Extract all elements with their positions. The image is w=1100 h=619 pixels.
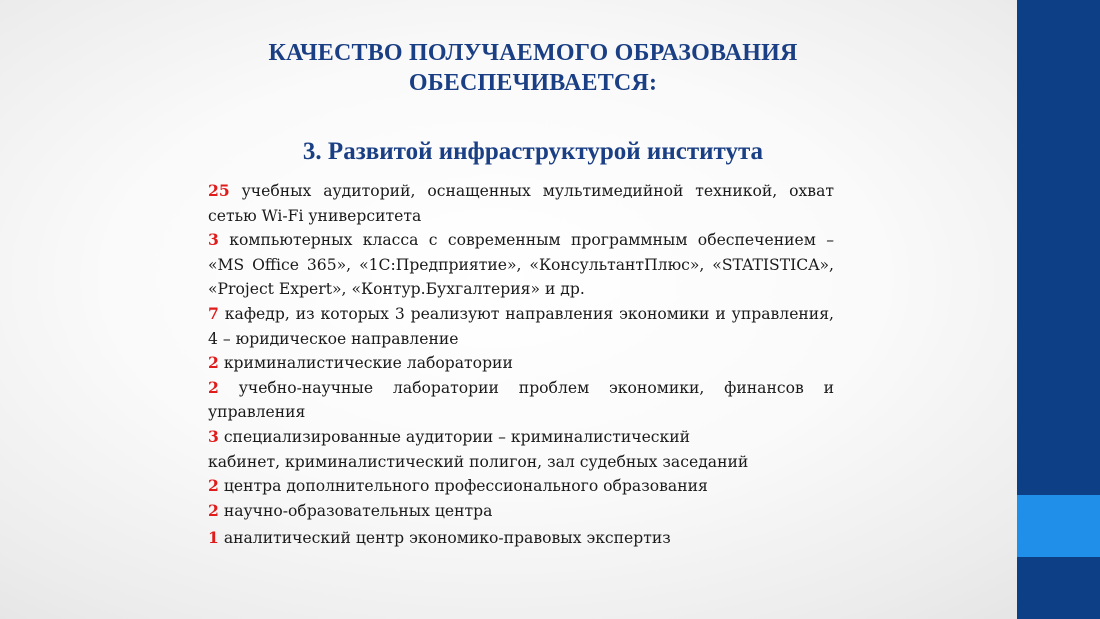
item-number: 3 (208, 426, 219, 446)
item-text: научно-образовательных центра (218, 501, 493, 520)
list-item (208, 425, 834, 474)
list-item (208, 179, 834, 228)
item-number: 2 (208, 377, 219, 397)
item-number: 2 (208, 476, 219, 496)
item-text: компьютерных класса с современным программным обеспечением – «MS Office 365», «1С:Предприятие», «КонсультантПлюс», «STATISTICA», «Project Expert», «Контур.Бухгалтерия» и др. (208, 231, 834, 299)
list-item (208, 499, 834, 524)
item-number: 2 (208, 500, 219, 520)
item-text: учебных аудиторий, оснащенных мультимедийной техникой, охват сетью Wi-Fi университета (208, 182, 834, 225)
infrastructure-list (208, 179, 834, 551)
item-number: 7 (208, 303, 219, 323)
item-text: кафедр, из которых 3 реализуют направления экономики и управления, 4 – юридическое направление (208, 304, 834, 348)
slide-title-line2: ОБЕСПЕЧИВАЕТСЯ: (408, 70, 658, 96)
item-text: специализированные аудитории – криминалистический кабинет, криминалистический полигон, зал судебных заседаний (208, 427, 749, 471)
slide-title-line1: КАЧЕСТВО ПОЛУЧАЕМОГО ОБРАЗОВАНИЯ (268, 40, 798, 66)
item-number: 3 (208, 230, 219, 250)
item-number: 25 (208, 181, 230, 200)
list-item (208, 302, 834, 351)
item-text: криминалистические лаборатории (218, 354, 513, 373)
list-item (208, 526, 834, 551)
list-item (208, 376, 834, 425)
item-text: учебно-научные лаборатории проблем экономики, финансов и управления (208, 378, 834, 422)
slide-title (200, 38, 866, 98)
item-number: 1 (208, 528, 219, 548)
item-text: аналитический центр экономико-правовых экспертиз (218, 529, 671, 548)
list-item (208, 351, 834, 376)
item-text: центра дополнительного профессионального образования (218, 477, 708, 496)
list-item (208, 228, 834, 302)
slide-subtitle: 3. Развитой инфраструктурой института (302, 138, 764, 165)
side-decor-accent (1017, 495, 1100, 557)
item-number: 2 (208, 353, 219, 373)
list-item (208, 474, 834, 499)
